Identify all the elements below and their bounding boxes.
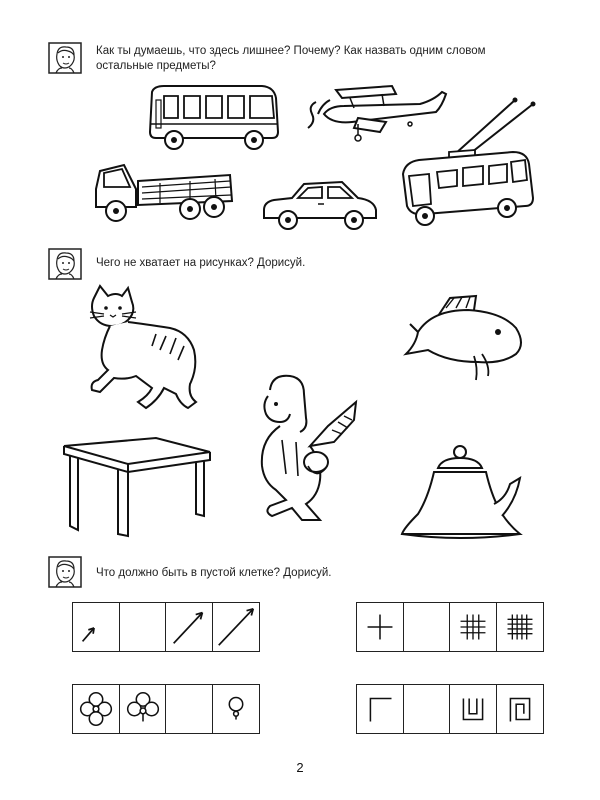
child-face-icon bbox=[48, 42, 82, 74]
empty-cell[interactable] bbox=[403, 602, 451, 652]
task-1-text: Как ты думаешь, что здесь лишнее? Почему? Как назвать одним словом остальные предметы? bbox=[96, 45, 486, 72]
arrow-longest-cell bbox=[212, 602, 260, 652]
arrow-long-cell bbox=[165, 602, 213, 652]
bus-picture bbox=[142, 82, 287, 152]
corner-shape-cell bbox=[356, 684, 404, 734]
corner-sequence-row bbox=[356, 684, 542, 734]
arrow-short-cell bbox=[72, 602, 120, 652]
car-picture bbox=[258, 176, 383, 234]
four-petal-flower-cell bbox=[72, 684, 120, 734]
empty-cell[interactable] bbox=[403, 684, 451, 734]
fish-picture bbox=[398, 292, 528, 382]
table-picture bbox=[58, 434, 218, 538]
truck-picture bbox=[90, 157, 240, 225]
task-3-text: Что должно быть в пустой клетке? Дорисуй. bbox=[96, 567, 332, 579]
cat-picture bbox=[80, 284, 210, 419]
dense-grid-cell bbox=[496, 602, 544, 652]
child-face-icon bbox=[48, 248, 82, 280]
task-2-text: Чего не хватает на рисунках? Дорисуй. bbox=[96, 257, 306, 269]
page-number: 2 bbox=[296, 760, 304, 775]
trolleybus-picture bbox=[395, 96, 545, 234]
bird-figure-picture bbox=[246, 370, 376, 535]
teapot-picture bbox=[398, 442, 528, 542]
arrow-sequence-row bbox=[72, 602, 258, 652]
child-face-icon bbox=[48, 556, 82, 588]
plus-cell bbox=[356, 602, 404, 652]
hash-grid-cell bbox=[449, 602, 497, 652]
square-shape-cell bbox=[449, 684, 497, 734]
empty-cell[interactable] bbox=[119, 602, 167, 652]
empty-cell[interactable] bbox=[165, 684, 213, 734]
one-petal-flower-cell bbox=[212, 684, 260, 734]
three-petal-flower-cell bbox=[119, 684, 167, 734]
flower-sequence-row bbox=[72, 684, 258, 734]
spiral-shape-cell bbox=[496, 684, 544, 734]
grid-sequence-row bbox=[356, 602, 542, 652]
